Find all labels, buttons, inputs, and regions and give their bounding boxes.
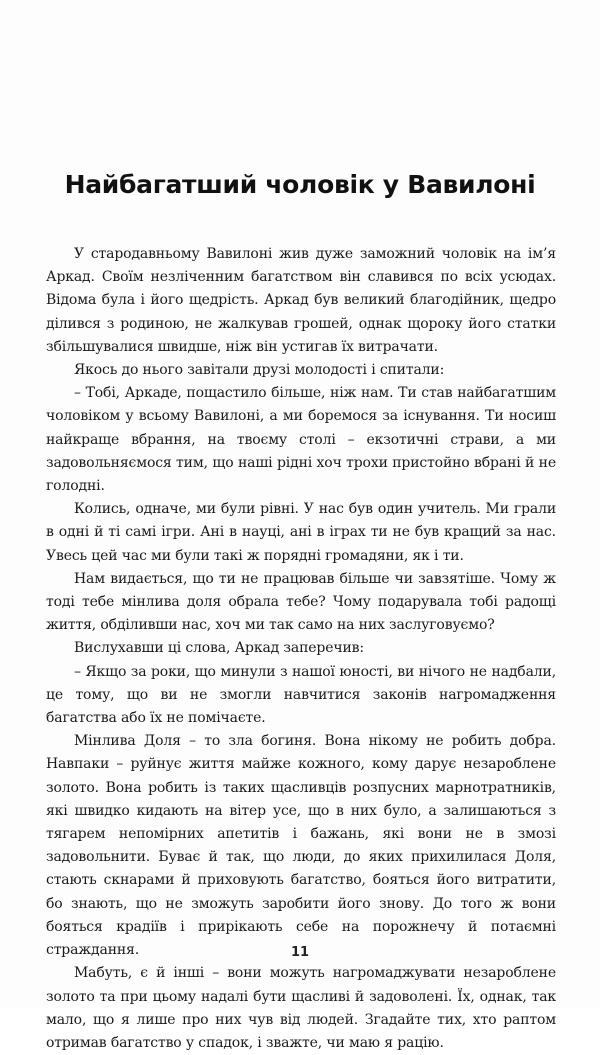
paragraph: Колись, одначе, ми були рівні. У нас був один учитель. Ми грали в одні й ті самі ігри. Ані в науці, ані в іграх ти не був кращий за нас. Увесь цей час ми були такі ж порядні громадяни, як і ти. — [46, 501, 556, 564]
paragraph: Мабуть, є й інші – вони можуть нагромаджувати незароблене золото та при цьому надалі бути щасливі й задоволені. Їх, однак, так мало, що я лише про них чув від людей. Згадайте тих, хто раптом отримав багатство у спадок, і зважте, чи маю я рацію. — [46, 965, 556, 1051]
paragraph: Мінлива Доля – то зла богиня. Вона нікому не робить добра. Навпаки – руйнує життя майже кожного, кому дарує незароблене золото. Вона робить із таких щасливців розпусних марнотратників, які швидко кидають на вітер усе, що в них було, а залишаються з тягарем непомірних апетитів і бажань, які вони не в змозі задовольнити. Буває й так, що люди, до яких прихилилася Доля, стають скнарами й приховують багатство, бояться його витратити, бо знають, що не зможуть заробити його знову. До того ж вони бояться крадіїв і прирікають себе на порожнечу й потаємні страждання. — [46, 733, 556, 959]
chapter-title: Найбагатший чоловік у Вавилоні — [64, 170, 536, 199]
paragraph: Вислухавши ці слова, Аркад заперечив: — [74, 640, 364, 657]
paragraph: Нам видається, що ти не працював більше чи завзятіше. Чому ж тоді тебе мінлива доля обрала тебе? Чому подарувала тобі радощі життя, обділивши нас, хоч ми так само на них заслуговуємо? — [46, 570, 556, 634]
paragraph: У стародавньому Вавилоні жив дуже заможний чоловік на ім’я Аркад. Своїм незліченним багатством він славився по всіх усюдах. Відома була і його щедрість. Аркад був великий благодійник, щедро ділився з родиною, не жалкував грошей, однак щороку його статки збільшувалися швидше, ніж він устигав їх витрачати. — [46, 246, 556, 355]
paragraph: – Тобі, Аркаде, пощастило більше, ніж нам. Ти став найбагатшим чоловіком у всьому Вавилоні, а ми боремося за існування. Ти носиш найкраще вбрання, на твоєму столі – екзотичні страви, а ми задовольняємося тим, що наші рідні хоч трохи пристойно вбрані й не голодні. — [46, 385, 556, 495]
body-text — [46, 243, 556, 1055]
page-number: 11 — [290, 945, 310, 960]
paragraph: – Якщо за роки, що минули з нашої юності, ви нічого не надбали, це тому, що ви не змогли навчитися законів нагромадження багатства або їх не помічаєте. — [46, 663, 556, 727]
paragraph: Якось до нього завітали друзі молодості і спитали: — [74, 362, 445, 379]
